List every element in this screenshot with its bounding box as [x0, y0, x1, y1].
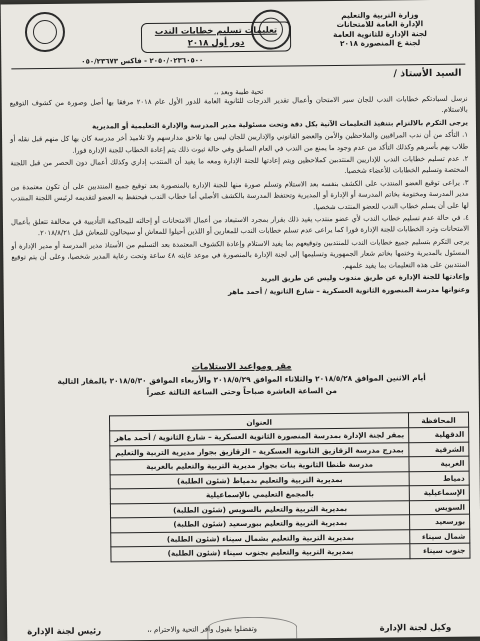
address-cell: بمديرية التربية والتعليم بشمال سيناء (شئون الطلبة) [111, 529, 410, 547]
footer-signature-left: رئيس لجنة الإدارة [27, 626, 102, 638]
letter-body [10, 94, 470, 302]
governorate-cell: الشرقية [409, 442, 469, 457]
title-line-2: دور أول ٢٠١٨ [187, 37, 245, 49]
contact-line: ٢٠٥٠/٠٢٣٦٠٥٠٠ - فاكس ٠٥٠/٢٣٦٧٣ [81, 56, 204, 66]
governorate-cell: جنوب سيناء [410, 543, 470, 558]
governorate-cell: الدقهلية [409, 427, 469, 442]
address-cell: بمديرية التربية والتعليم بالسويس (شئون الطلبة) [111, 500, 410, 518]
instruction-item: ٣. يراعى توقيع العضو المنتدب على الكشف بنفسه بعد الاستلام وتسلم صورة منها للجنة الإدارة بالمنصورة بعد توقيع جميع المنتدبين على أن تكون معتمدة من مدير المدرسة ومختومة بخاتم المدرسة أو الإدارة أو المديرية وتحتفظ المدرسة بالكشف الأصلي أما خطاب الندب فيحتفظ به العضو لتقديمه لرئيس اللجنة المنتدب لها على أن يسلم خطاب الندب للعضو المنتدب شخصيا. [10, 178, 469, 211]
governorate-cell: الغربية [409, 456, 469, 471]
title-line-1: تعليمات تسليم خطابات الندب [154, 25, 278, 37]
instruction-heading: يرجى التكرم بالالتزام بتنفيذ التعليمات الآتية بكل دقة وتحت مسئولية مدير المدرسة والإدارة التعليمية أو المديرية [92, 118, 468, 131]
address-cell: مدرسة طنطا الثانوية بنات بجوار مديرية التربية والتعليم بالغربية [110, 457, 409, 475]
locations-table [109, 412, 470, 562]
instruction-item: ١. التأكد من أن ندب المراقبين والملاحظين والأمن والعضو القانوني والإداريين للجان ليس بها تلاحق مدارسهم ولا تلاميذ أخر مدرسة كان بها كل منهم قبل نقله أو طلاب بهم بأسرهم وكذلك التأكد من عدم وجود ما يمنع من الندب في العام السابق وفي حالة ثبوت ذلك يتم إعادة الخطاب للجنة الإدارة فورا. [10, 130, 469, 155]
address-cell: بالمجمع التعليمي بالإسماعيلية [110, 486, 409, 504]
governorate-cell: بورسعيد [410, 514, 470, 529]
governorate-cell: السويس [409, 500, 469, 515]
address-cell: بمديرية التربية والتعليم ببورسعيد (شئون الطلبة) [111, 515, 410, 533]
instruction-item: ٤. في حالة عدم تسليم خطاب الندب لأي عضو منتدب يقيد ذلك بقرار بمجرد الاستبعاد من أعمال الامتحانات أو إحالته للمحاكمة التأديبية في مخالفة تتعلق بأعمال الامتحانات وترد الخطابات للجنة الإدارة فورا كما يراعى عدم تسلم خطابات الندب للمعارين أو اللذين أحيلوا للمعاش أو سيحالون للمعاش قبل ٢٠١٨/٨/٢١. [10, 213, 470, 238]
letterhead-line: الإدارة العامة للامتحانات [336, 19, 424, 30]
letterhead-line: لجنة الإدارة للثانوية العامة [333, 28, 427, 39]
footer-signature-right: وكيل لجنة الإدارة [379, 622, 452, 634]
governorate-cell: دمياط [409, 471, 469, 486]
letterhead-line: وزارة التربية والتعليم [341, 10, 419, 20]
address-cell: بمقر لجنة الإدارة بمدرسة المنصورة الثانوية العسكرية – شارع الثانوية / أحمد ماهر [110, 428, 409, 446]
return-note: وإعادتها للجنة الإدارة عن طريق مندوب وليس عن طريق البريد [260, 272, 470, 283]
schedule-info [15, 372, 469, 401]
letterhead [295, 10, 465, 49]
schedule-title: مقر ومواعيد الاستلامات [191, 361, 292, 373]
schedule-dates: أيام الاثنين الموافق ٢٠١٨/٥/٢٨ والثلاثاء الموافق ٢٠١٨/٥/٢٩ والأربعاء الموافق ٢٠١٨/٥/٣٠ بالمقار التالية [57, 373, 426, 386]
governorate-cell: الإسماعيلية [409, 485, 469, 500]
column-header-address: العنوان [110, 413, 409, 431]
greeting: تحية طيبة وبعد ،، [213, 87, 264, 97]
table-row [111, 543, 470, 561]
footer-closing: وتفضلوا بقبول وافر التحية والاحترام ،، [147, 624, 258, 634]
address-cell: بمدرج مدرسة الزقازيق الثانوية العسكرية – الزقازيق بجوار مديرية التربية والتعليم [110, 442, 409, 460]
governorate-cell: شمال سيناء [410, 529, 470, 544]
address-cell: بمديرية التربية والتعليم بجنوب سيناء (شئون الطلبة) [111, 544, 410, 562]
document-page [1, 0, 480, 641]
letterhead-line: لجنة ع المنصورة ٢٠١٨ [339, 38, 421, 49]
ministry-seal-left [25, 12, 65, 52]
address-cell: بمديرية التربية والتعليم بدمياط (شئون الطلبة) [110, 471, 409, 489]
salutation: السيد الأستاذ / [393, 67, 462, 80]
instruction-item: ٢. عدم تسليم خطابات الندب للإداريين المنتدبين كملاحظين ويتم إعادتها للجنة الإدارة ومعه ما يفيد أن المنتدب إداري وكذلك أعمال دون الحصر من قبل اللجنة المختصة وتسليم الخطابات للأعضاء شخصيا. [10, 154, 469, 176]
intro-paragraph: نرسل لسيادتكم خطابات الندب للجان سير الامتحان وأعمال تقدير الدرجات للثانوية العامة للدور الأول عام ٢٠١٨ مرفقا بها أصل وصورة من كشوف التوقيع بالاستلام. [9, 94, 468, 115]
instruction-item: يرجى التكرم بتسليم جميع خطابات الندب للمنتدبين وتوقيعهم بما يفيد الاستلام وإعادة الكشوف المعتمدة بعد التسليم من الأستاذ مدير المدرسة أو مدير الإدارة أو المسئول بالمديرية وختمها بخاتم شعار الجمهورية وتسليمها إلى لجنة الإدارة بالمنصورة في موعد غايته ٤٨ ساعة وتحت رعاية المدير شخصيا، وعلى أن يتم توقيع المنتدبين على هذه التعليمات بما يفيد علمهم. [11, 237, 470, 270]
address-line: وعنوانها مدرسة المنصورة الثانوية العسكرية – شارع الثانوية / أحمد ماهر [227, 285, 470, 296]
schedule-time: من الساعة العاشرة صباحاً وحتى الساعة الثالثة عصراً [146, 386, 337, 397]
column-header-governorate: المحافظة [408, 412, 468, 428]
title-box [141, 21, 291, 53]
